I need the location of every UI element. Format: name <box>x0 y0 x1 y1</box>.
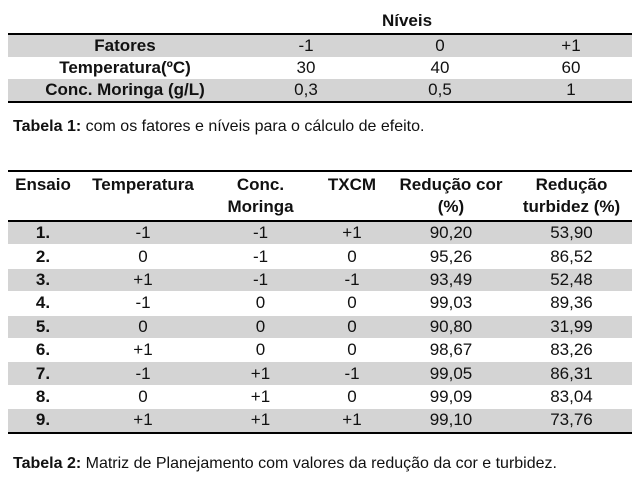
moringa-cell: 0 <box>255 340 266 360</box>
reducao-cor-cell: 90,80 <box>429 316 473 336</box>
level-value: 1 <box>566 80 576 99</box>
row-label: Temperatura(ºC) <box>59 58 191 77</box>
table1-caption <box>13 118 424 136</box>
txcm-cell: 0 <box>347 293 357 313</box>
row-label: Fatores <box>94 36 156 55</box>
levels-header-row <box>8 8 632 34</box>
levels-row-temperatura <box>8 57 632 79</box>
temperatura-cell: +1 <box>133 340 153 360</box>
reducao-cor-cell: 99,05 <box>429 363 473 383</box>
temperatura-cell: +1 <box>133 410 153 430</box>
reducao-cor-cell: 90,20 <box>429 223 473 243</box>
table-row <box>8 409 632 433</box>
reducao-turbidez-cell: 83,26 <box>550 340 593 360</box>
temperatura-cell: -1 <box>135 293 151 313</box>
col-header-temperatura: Temperatura <box>78 171 208 221</box>
txcm-cell: +1 <box>342 410 362 430</box>
levels-row-fatores <box>8 34 632 57</box>
moringa-cell: +1 <box>250 363 271 383</box>
txcm-cell: 0 <box>347 316 357 336</box>
moringa-cell: -1 <box>252 246 269 266</box>
levels-table <box>8 8 632 103</box>
reducao-turbidez-cell: 53,90 <box>550 223 593 243</box>
reducao-cor-cell: 93,49 <box>429 269 473 289</box>
temperatura-cell: 0 <box>138 316 148 336</box>
table-row <box>8 315 632 338</box>
levels-header: Níveis <box>381 10 433 30</box>
ensaio-cell: 5. <box>35 316 51 336</box>
planning-matrix-table <box>8 170 632 434</box>
reducao-turbidez-cell: 52,48 <box>550 269 593 289</box>
level-value: 40 <box>430 58 450 77</box>
txcm-cell: -1 <box>344 269 360 289</box>
table-row <box>8 268 632 291</box>
col-header-ensaio: Ensaio <box>8 171 78 221</box>
level-value: 0,5 <box>428 80 452 99</box>
txcm-cell: -1 <box>344 363 360 383</box>
level-value: 0,3 <box>294 80 318 99</box>
col-header-reducao-turbidez: Redução turbidez (%) <box>511 171 632 221</box>
ensaio-cell: 1. <box>35 223 51 243</box>
table2-caption <box>13 455 557 473</box>
moringa-cell: -1 <box>252 223 269 243</box>
reducao-turbidez-cell: 89,36 <box>550 293 593 313</box>
moringa-cell: -1 <box>252 269 269 289</box>
temperatura-cell: +1 <box>133 269 153 289</box>
table-row <box>8 221 632 245</box>
table-row <box>8 362 632 385</box>
txcm-cell: 0 <box>347 246 357 266</box>
txcm-cell: 0 <box>347 340 357 360</box>
matrix-header-row <box>8 171 632 221</box>
level-value: 60 <box>561 58 581 77</box>
ensaio-cell: 2. <box>35 246 51 266</box>
levels-header-blank <box>8 8 242 34</box>
moringa-cell: 0 <box>255 293 266 313</box>
moringa-cell: +1 <box>250 386 271 406</box>
col-header-txcm: TXCM <box>313 171 391 221</box>
col-header-reducao-cor: Redução cor (%) <box>391 171 511 221</box>
ensaio-cell: 9. <box>35 410 51 430</box>
reducao-cor-cell: 98,67 <box>429 340 473 360</box>
reducao-cor-cell: 99,09 <box>429 386 473 406</box>
caption-label: Tabela 2: <box>13 455 82 472</box>
reducao-turbidez-cell: 86,52 <box>550 246 593 266</box>
ensaio-cell: 4. <box>35 293 51 313</box>
levels-row-moringa <box>8 79 632 102</box>
reducao-turbidez-cell: 31,99 <box>550 316 593 336</box>
temperatura-cell: 0 <box>138 386 148 406</box>
table-row <box>8 385 632 408</box>
table-row <box>8 245 632 268</box>
reducao-cor-cell: 99,03 <box>429 293 473 313</box>
ensaio-cell: 7. <box>35 363 51 383</box>
table-row <box>8 292 632 315</box>
table-row <box>8 338 632 361</box>
level-value: -1 <box>298 36 314 55</box>
moringa-cell: 0 <box>255 316 266 336</box>
temperatura-cell: -1 <box>135 223 151 243</box>
reducao-turbidez-cell: 86,31 <box>550 363 593 383</box>
reducao-turbidez-cell: 83,04 <box>550 386 593 406</box>
ensaio-cell: 8. <box>35 386 51 406</box>
col-header-conc-moringa: Conc. Moringa <box>208 171 313 221</box>
level-value: 30 <box>296 58 316 77</box>
temperatura-cell: 0 <box>138 246 148 266</box>
caption-text: Matriz de Planejamento com valores da redução da cor e turbidez. <box>81 455 557 472</box>
ensaio-cell: 3. <box>35 269 51 289</box>
level-value: 0 <box>435 36 445 55</box>
ensaio-cell: 6. <box>35 340 51 360</box>
reducao-cor-cell: 99,10 <box>429 410 473 430</box>
level-value: +1 <box>561 36 581 55</box>
reducao-turbidez-cell: 73,76 <box>550 410 593 430</box>
caption-label: Tabela 1: <box>13 118 82 135</box>
txcm-cell: +1 <box>342 223 362 243</box>
moringa-cell: +1 <box>250 410 271 430</box>
row-label: Conc. Moringa (g/L) <box>45 80 205 99</box>
caption-text: com os fatores e níveis para o cálculo de efeito. <box>81 118 425 135</box>
txcm-cell: 0 <box>347 386 357 406</box>
temperatura-cell: -1 <box>135 363 151 383</box>
reducao-cor-cell: 95,26 <box>429 246 473 266</box>
